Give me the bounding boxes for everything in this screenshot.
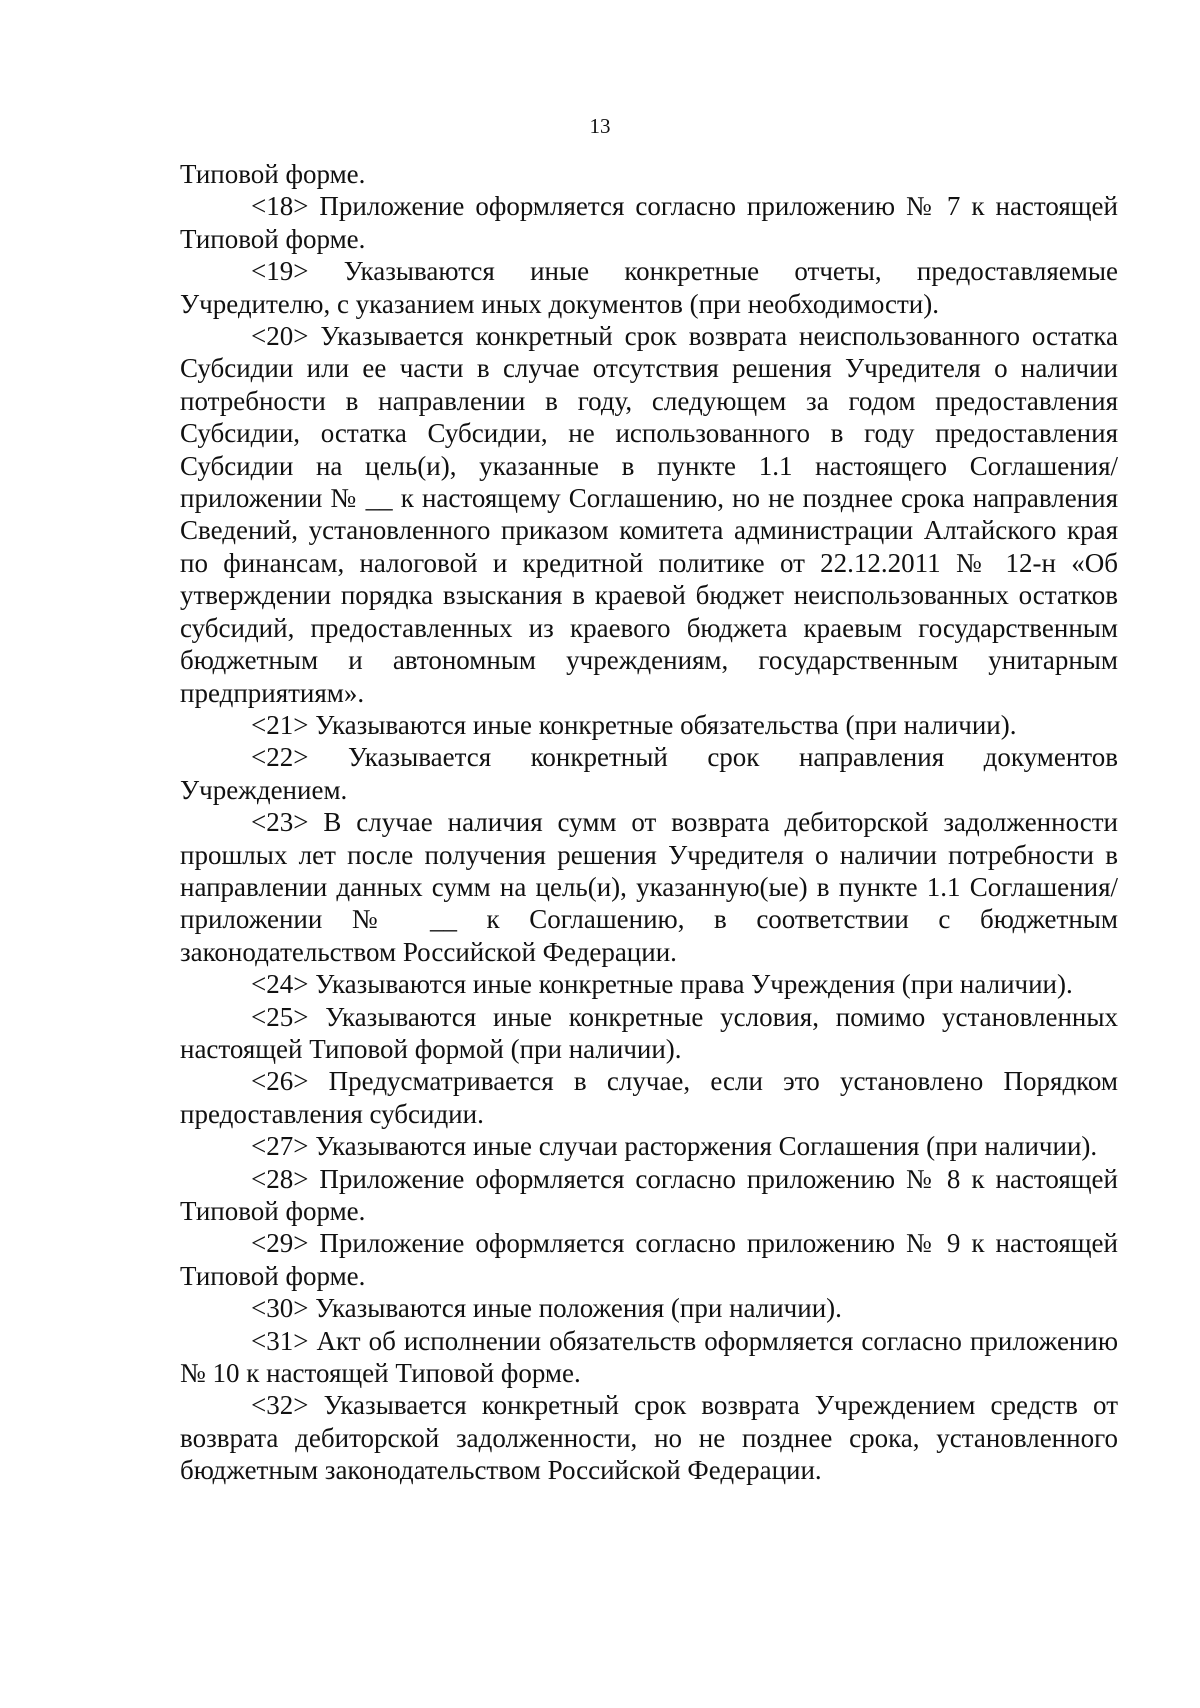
footnote-29: <29> Приложение оформляется согласно приложению № 9 к настоящей Типовой форме. — [180, 1228, 1118, 1291]
page-number: 13 — [589, 114, 611, 138]
footnote-20: <20> Указывается конкретный срок возврата неиспользованного остатка Субсидии или ее части в случае отсутствия решения Учредителя о наличии потребности в направлении в году, следующем за годом предоставления Субсидии, остатка Субсидии, не использованного в году предоставления Субсидии на цель(и), указанные в пункте 1.1 настоящего Соглашения/приложении № __ к настоящему Соглашению, но не позднее срока направления Сведений, установленного приказом комитета администрации Алтайского края по финансам, налоговой и кредитной политике от 22.12.2011 № 12-н «Об утверждении порядка взыскания в краевой бюджет неиспользованных остатков субсидий, предоставленных из краевого бюджета краевым государственным бюджетным и автономным учреждениям, государственным унитарным предприятиям». — [180, 321, 1118, 708]
footnote-25: <25> Указываются иные конкретные условия, помимо установленных настоящей Типовой формой (при наличии). — [180, 1001, 1118, 1064]
document-body — [180, 158, 1118, 1487]
footnote-30: <30> Указываются иные положения (при наличии). — [251, 1293, 842, 1324]
footnote-23: <23> В случае наличия сумм от возврата дебиторской задолженности прошлых лет после получения решения Учредителя о наличии потребности в направлении данных сумм на цель(и), указанную(ые) в пункте 1.1 Соглашения/приложении № __ к Соглашению, в соответствии с бюджетным законодательством Российской Федерации. — [180, 807, 1118, 967]
paragraph-continuation: Типовой форме. — [180, 159, 366, 189]
footnote-19: <19> Указываются иные конкретные отчеты, предоставляемые Учредителю, с указанием иных документов (при необходимости). — [180, 256, 1118, 319]
footnote-24: <24> Указываются иные конкретные права Учреждения (при наличии). — [251, 969, 1073, 1000]
footnote-18: <18> Приложение оформляется согласно приложению № 7 к настоящей Типовой форме. — [180, 191, 1118, 254]
footnote-26: <26> Предусматривается в случае, если это установлено Порядком предоставления субсидии. — [180, 1066, 1118, 1129]
footnote-28: <28> Приложение оформляется согласно приложению № 8 к настоящей Типовой форме. — [180, 1163, 1118, 1226]
footnote-27: <27> Указываются иные случаи расторжения Соглашения (при наличии). — [251, 1131, 1098, 1162]
footnote-31: <31> Акт об исполнении обязательств оформляется согласно приложению № 10 к настоящей Типовой форме. — [180, 1325, 1118, 1389]
footnote-22: <22> Указывается конкретный срок направления документов Учреждением. — [180, 742, 1118, 805]
footnote-21: <21> Указываются иные конкретные обязательства (при наличии). — [251, 709, 1017, 740]
footnote-32: <32> Указывается конкретный срок возврата Учреждением средств от возврата дебиторской задолженности, но не позднее срока, установленного бюджетным законодательством Российской Федерации. — [180, 1390, 1118, 1486]
